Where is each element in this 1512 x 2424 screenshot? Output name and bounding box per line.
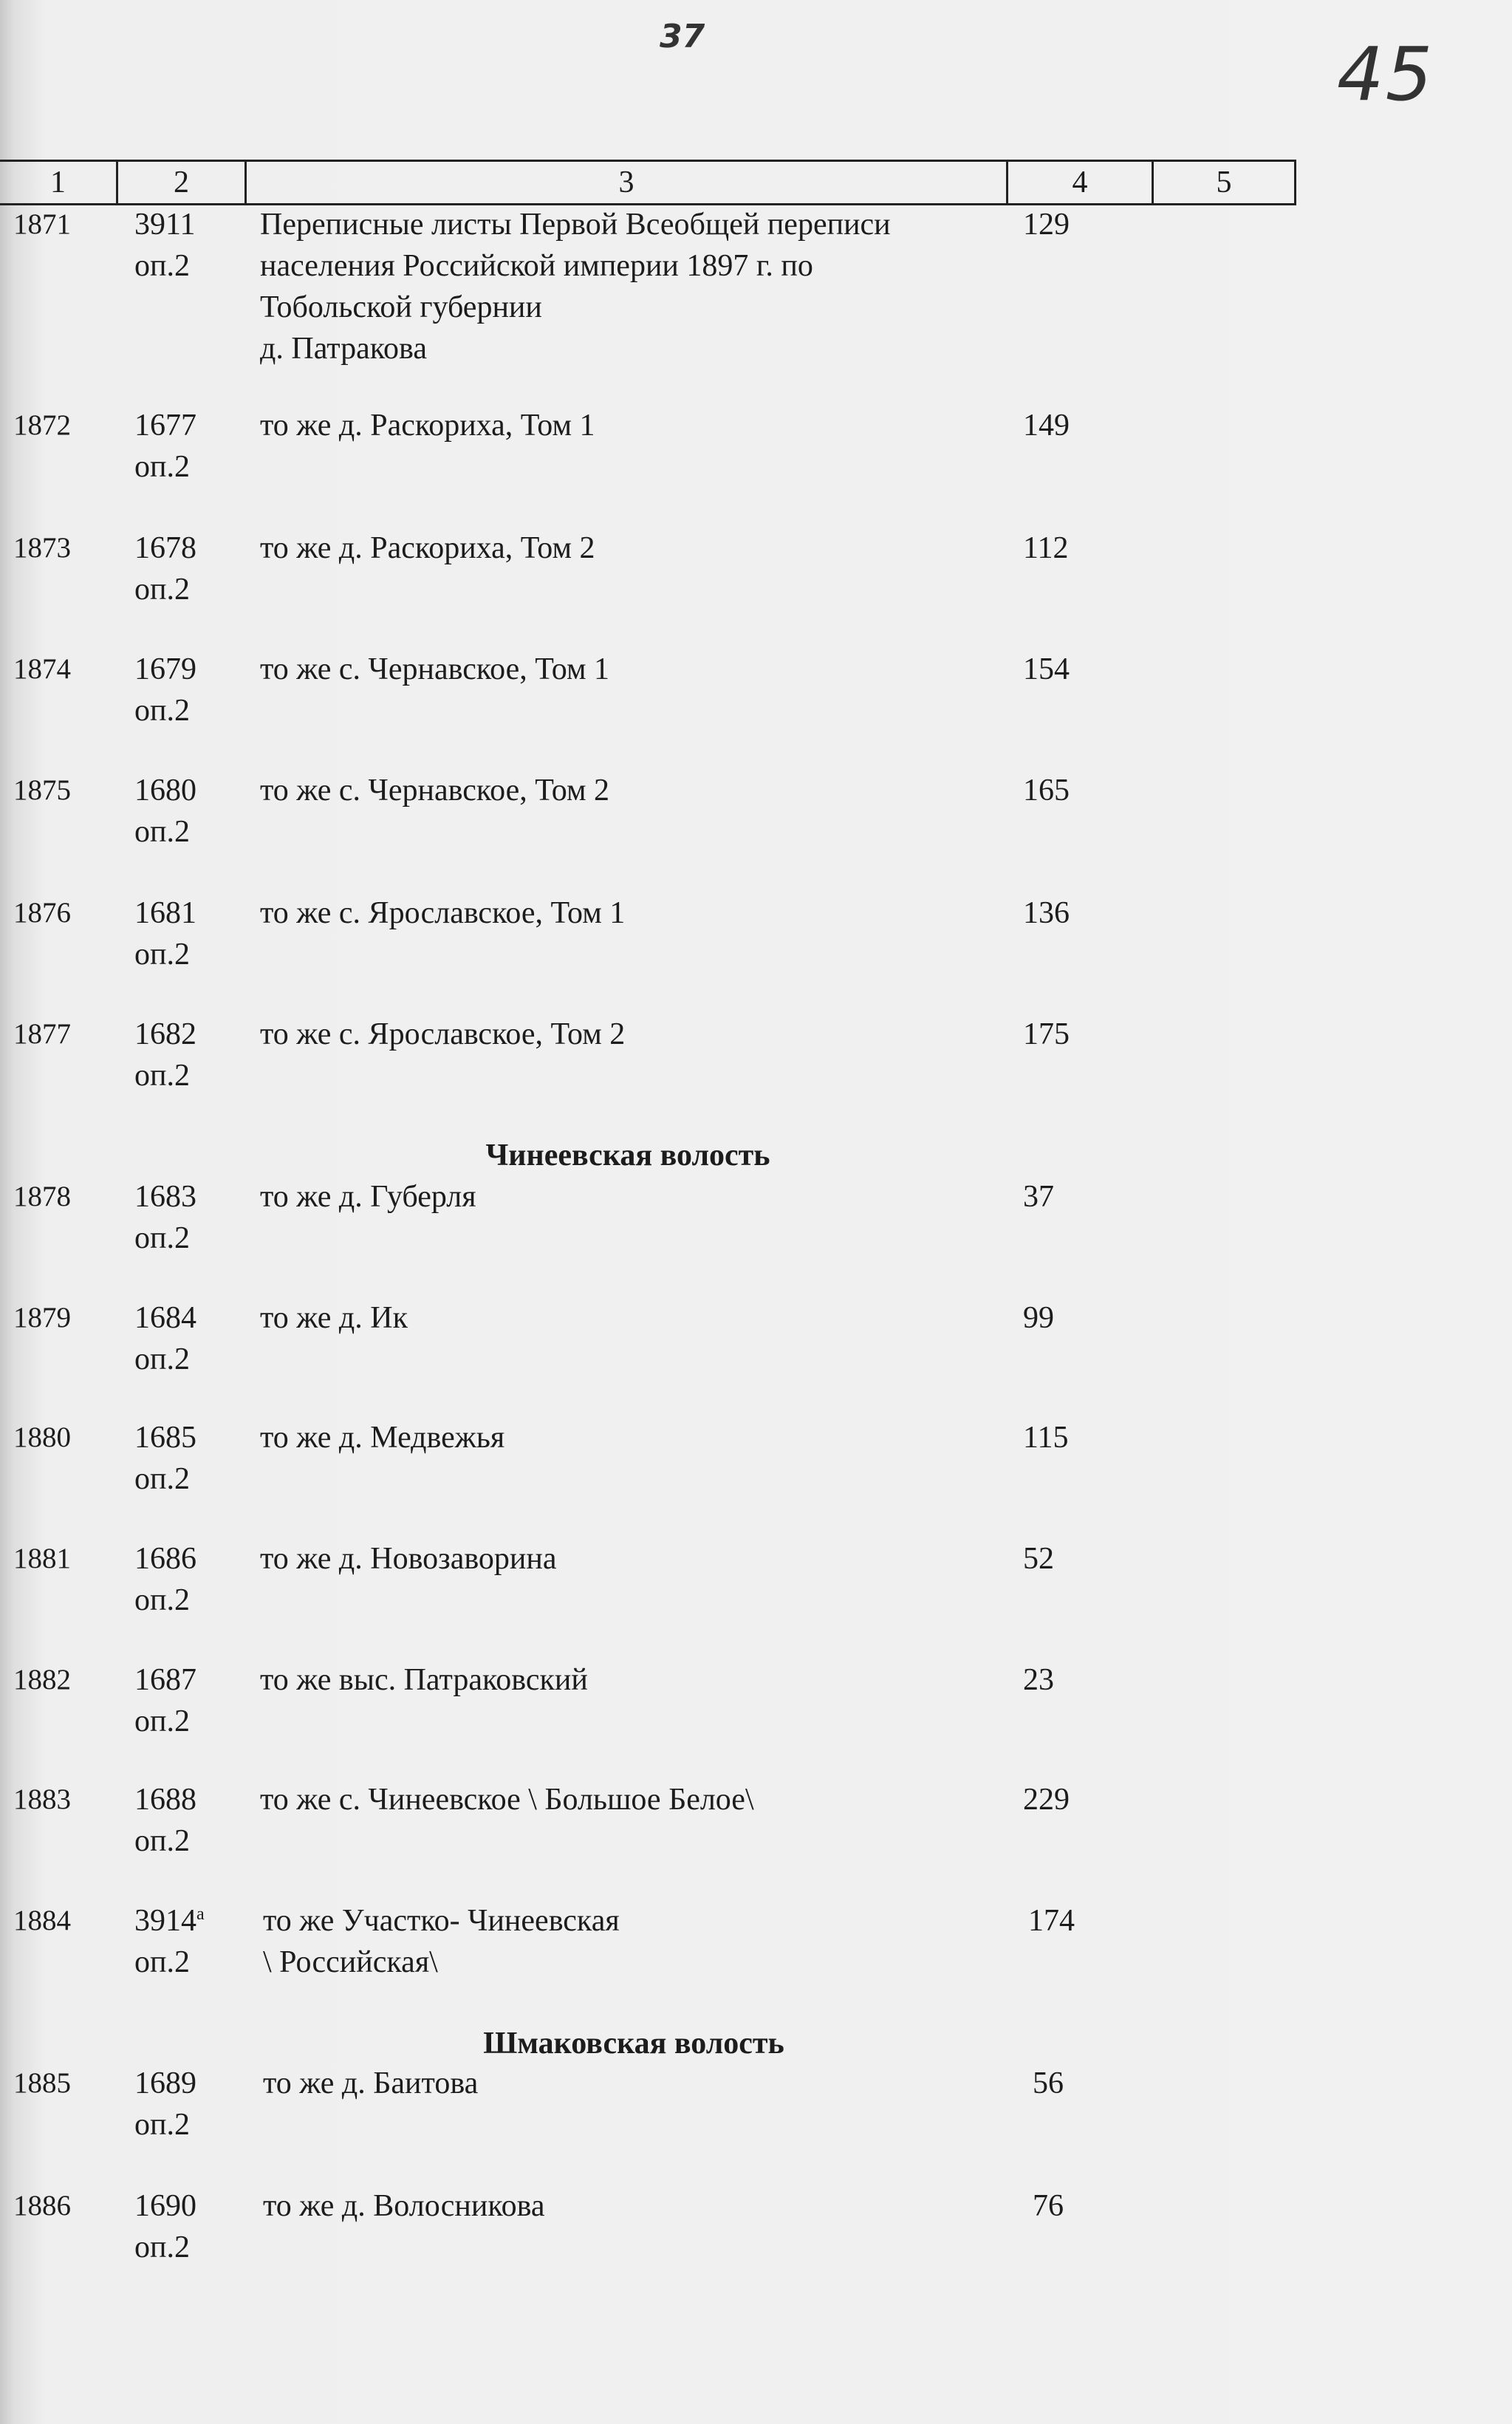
file-number: 1683 оп.2 — [134, 1180, 196, 1255]
file-number: 1688 оп.2 — [134, 1783, 196, 1858]
sheet-count: 76 — [1033, 2189, 1064, 2223]
row-number: 1874 — [13, 653, 71, 685]
row-number: 1881 — [13, 1543, 71, 1574]
row-number: 1871 — [13, 208, 71, 240]
file-title: то же выс. Патраковский — [260, 1663, 588, 1697]
file-title: то же д. Раскориха, Том 1 — [260, 409, 595, 443]
file-number: 1681 оп.2 — [134, 896, 196, 972]
row-number: 1885 — [13, 2067, 71, 2099]
file-number: 1686 оп.2 — [134, 1542, 196, 1617]
handwritten-archive-number: 45 — [1337, 31, 1434, 117]
row-number: 1877 — [13, 1018, 71, 1050]
row-number: 1880 — [13, 1421, 71, 1453]
sheet-count: 37 — [1023, 1180, 1054, 1214]
file-title: то же д. Губерля — [260, 1180, 476, 1214]
file-title: то же д. Новозаворина — [260, 1542, 557, 1576]
file-title: то же с. Ярославское, Том 1 — [260, 896, 626, 930]
file-title: то же д. Баитова — [263, 2066, 479, 2100]
row-number: 1886 — [13, 2190, 71, 2222]
row-number: 1872 — [13, 409, 71, 441]
sheet-count: 23 — [1023, 1663, 1054, 1697]
sheet-count: 115 — [1023, 1421, 1069, 1455]
header-col-3: 3 — [247, 162, 1008, 203]
file-suffix: а — [196, 1905, 205, 1924]
handwritten-page-number: 37 — [660, 18, 705, 55]
file-number: 1679 оп.2 — [134, 652, 196, 728]
row-number: 1876 — [13, 897, 71, 929]
sheet-count: 52 — [1023, 1542, 1054, 1576]
file-title: то же д. Ик — [260, 1301, 408, 1335]
row-number: 1884 — [13, 1905, 71, 1936]
section-heading-chineevskaya: Чинеевская волость — [485, 1138, 770, 1172]
sheet-count: 174 — [1028, 1904, 1075, 1938]
sheet-count: 165 — [1023, 774, 1070, 808]
sheet-count: 112 — [1023, 531, 1069, 565]
sheet-count: 99 — [1023, 1301, 1054, 1335]
file-title: то же с. Чернавское, Том 1 — [260, 652, 610, 686]
row-number: 1875 — [13, 774, 71, 806]
file-number: 1685 оп.2 — [134, 1421, 196, 1496]
sheet-count: 56 — [1033, 2066, 1064, 2100]
header-col-2: 2 — [118, 162, 247, 203]
sheet-count: 149 — [1023, 409, 1070, 443]
file-number: 1690 оп.2 — [134, 2189, 196, 2264]
file-number: 1677 оп.2 — [134, 409, 196, 484]
sheet-count: 229 — [1023, 1783, 1070, 1817]
file-title: то же с. Ярославское, Том 2 — [260, 1017, 626, 1051]
header-col-4: 4 — [1008, 162, 1154, 203]
file-number: 1678 оп.2 — [134, 531, 196, 607]
row-number: 1883 — [13, 1783, 71, 1815]
file-number: $3914^а$ оп.2 — [134, 1904, 205, 1979]
header-col-5: 5 — [1154, 162, 1296, 203]
section-heading-shmakovskaya: Шмаковская волость — [483, 2027, 784, 2061]
sheet-count: 175 — [1023, 1017, 1070, 1051]
file-title: то же Участко- Чинеевская \ Российская\ — [263, 1904, 620, 1979]
file-title: то же с. Чернавское, Том 2 — [260, 774, 610, 808]
file-number: 1682 оп.2 — [134, 1017, 196, 1093]
file-number: 1680 оп.2 — [134, 774, 196, 849]
row-number: 1873 — [13, 532, 71, 564]
file-number: 1689 оп.2 — [134, 2066, 196, 2142]
file-title: то же д. Волосникова — [263, 2189, 545, 2223]
file-title: то же с. Чинеевское \ Большое Белое\ — [260, 1783, 754, 1817]
file-number: 1687 оп.2 — [134, 1663, 196, 1738]
row-number: 1879 — [13, 1302, 71, 1334]
file-number: 3911 оп.2 — [134, 208, 196, 283]
row-number: 1882 — [13, 1664, 71, 1696]
file-title: Переписные листы Первой Всеобщей переписи населения Российской империи 1897 г. по Тобольской губернии д. Патракова — [260, 208, 891, 366]
sheet-count: 154 — [1023, 652, 1070, 686]
header-col-1: 1 — [0, 162, 118, 203]
row-number: 1878 — [13, 1181, 71, 1212]
sheet-count: 136 — [1023, 896, 1070, 930]
file-title: то же д. Раскориха, Том 2 — [260, 531, 595, 565]
sheet-count: 129 — [1023, 208, 1070, 242]
file-title: то же д. Медвежья — [260, 1421, 505, 1455]
table-header — [0, 160, 1296, 205]
file-number: 1684 оп.2 — [134, 1301, 196, 1376]
